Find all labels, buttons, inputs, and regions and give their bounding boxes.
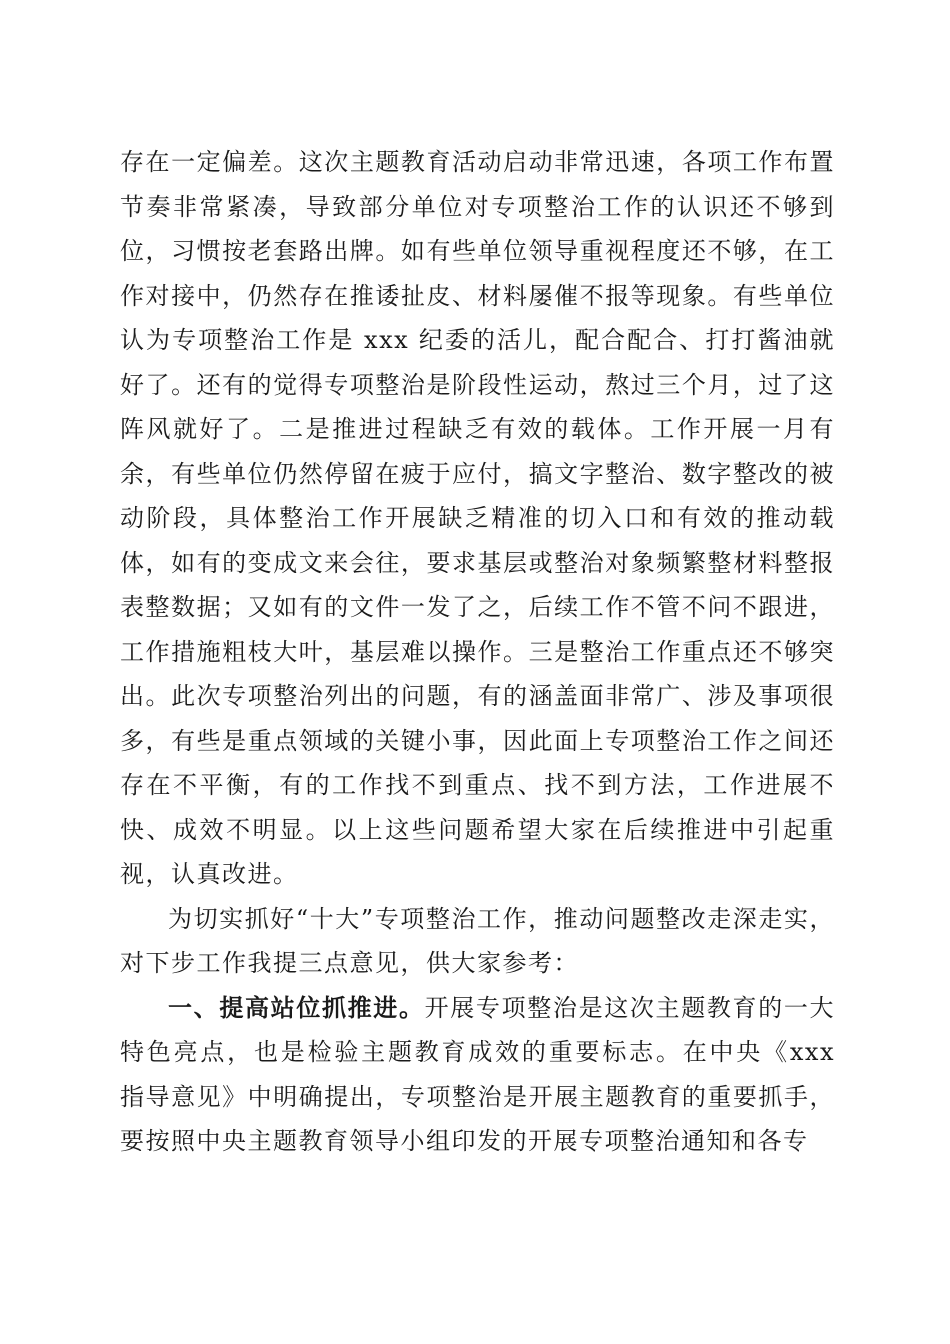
paragraph-3-body: 开展专项整治是这次主题教育的一大特色亮点，也是检验主题教育成效的重要标志。在中央《xxx 指导意见》中明确提出，专项整治是开展主题教育的重要抓手，要按照中央主题教育领导小组印发的开展专项整治通知和各专 [120,993,836,1155]
paragraph-1: 存在一定偏差。这次主题教育活动启动非常迅速，各项工作布置节奏非常紧凑，导致部分单位对专项整治工作的认识还不够到位，习惯按老套路出牌。如有些单位领导重视程度还不够，在工作对接中，仍然存在推诿扯皮、材料屡催不报等现象。有些单位认为专项整治工作是 xxx 纪委的活儿，配合配合、打打酱油就好了。还有的觉得专项整治是阶段性运动，熬过三个月，过了这阵风就好了。二是推进过程缺乏有效的载体。工作开展一月有余，有些单位仍然停留在疲于应付，搞文字整治、数字整改的被动阶段，具体整治工作开展缺乏精准的切入口和有效的推动载体，如有的变成文来会往，要求基层或整治对象频繁整材料整报表整数据；又如有的文件一发了之，后续工作不管不问不跟进，工作措施粗枝大叶，基层难以操作。三是整治工作重点还不够突出。此次专项整治列出的问题，有的涵盖面非常广、涉及事项很多，有些是重点领域的关键小事，因此面上专项整治工作之间还存在不平衡，有的工作找不到重点、找不到方法，工作进展不快、成效不明显。以上这些问题希望大家在后续推进中引起重视，认真改进。 [120,148,835,888]
paragraph-3 [120,986,835,1164]
document-body [120,140,835,1164]
paragraph-2: 为切实抓好“十大”专项整治工作，推动问题整改走深走实，对下步工作我提三点意见，供大家参考： [120,904,835,977]
section-heading: 一、提高站位抓推进。 [168,993,425,1022]
